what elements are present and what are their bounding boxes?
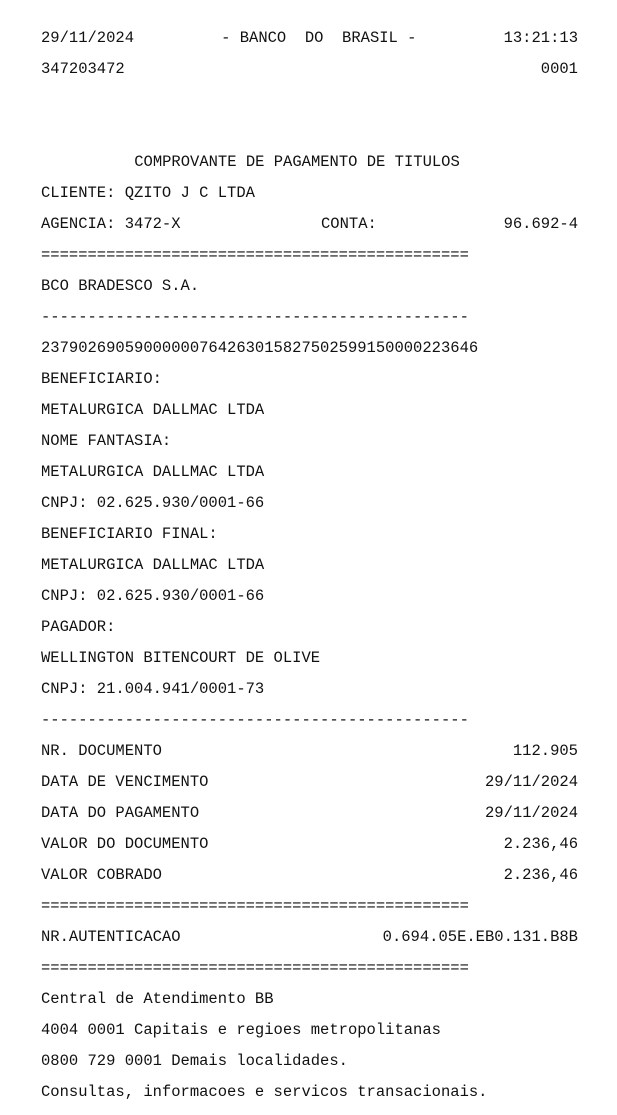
receipt-header bbox=[41, 23, 578, 54]
account-label: CONTA: bbox=[321, 215, 377, 233]
payment-receipt bbox=[41, 23, 578, 1108]
detail-line: WELLINGTON BITENCOURT DE OLIVE bbox=[41, 649, 321, 667]
value-row bbox=[41, 767, 578, 798]
header-bank-name: - BANCO DO BRASIL - bbox=[221, 29, 417, 47]
payee-bank: BCO BRADESCO S.A. bbox=[41, 277, 200, 295]
authentication-code: 0.694.05E.EB0.131.B8B bbox=[382, 928, 578, 946]
terminal-row bbox=[41, 54, 578, 85]
header-date: 29/11/2024 bbox=[41, 29, 135, 47]
single-separator: ---------------------------------------------- bbox=[41, 308, 469, 326]
detail-line: CNPJ: 02.625.930/0001-66 bbox=[41, 494, 265, 512]
value-label: VALOR DO DOCUMENTO bbox=[41, 835, 209, 853]
footer-line: Consultas, informacoes e servicos transacionais. bbox=[41, 1083, 488, 1101]
barcode-number: 23790269059000000764263015827502599150000223646 bbox=[41, 339, 479, 357]
value-row bbox=[41, 798, 578, 829]
value-amount: 29/11/2024 bbox=[484, 773, 578, 791]
value-label: VALOR COBRADO bbox=[41, 866, 162, 884]
detail-line: BENEFICIARIO FINAL: bbox=[41, 525, 218, 543]
receipt-title: COMPROVANTE DE PAGAMENTO DE TITULOS bbox=[134, 153, 460, 171]
detail-line: PAGADOR: bbox=[41, 618, 116, 636]
detail-line: METALURGICA DALLMAC LTDA bbox=[41, 463, 265, 481]
spacer bbox=[41, 85, 578, 116]
value-amount: 2.236,46 bbox=[503, 835, 578, 853]
double-separator: ============================================== bbox=[41, 246, 469, 264]
value-row bbox=[41, 860, 578, 891]
value-label: NR. DOCUMENTO bbox=[41, 742, 162, 760]
value-label: DATA DO PAGAMENTO bbox=[41, 804, 200, 822]
detail-line: NOME FANTASIA: bbox=[41, 432, 172, 450]
footer-line: 0800 729 0001 Demais localidades. bbox=[41, 1052, 348, 1070]
single-separator: ---------------------------------------------- bbox=[41, 711, 469, 729]
terminal-number: 347203472 bbox=[41, 60, 125, 78]
double-separator: ============================================== bbox=[41, 897, 469, 915]
sequence-number: 0001 bbox=[540, 60, 578, 78]
footer-line: Central de Atendimento BB bbox=[41, 990, 274, 1008]
authentication-label: NR.AUTENTICACAO bbox=[41, 928, 181, 946]
detail-line: METALURGICA DALLMAC LTDA bbox=[41, 401, 265, 419]
value-row bbox=[41, 736, 578, 767]
agency-label: AGENCIA: 3472-X bbox=[41, 215, 181, 233]
double-separator: ============================================== bbox=[41, 959, 469, 977]
value-amount: 2.236,46 bbox=[503, 866, 578, 884]
detail-line: BENEFICIARIO: bbox=[41, 370, 162, 388]
value-amount: 112.905 bbox=[512, 742, 578, 760]
authentication-row bbox=[41, 922, 578, 953]
footer-line: 4004 0001 Capitais e regioes metropolitanas bbox=[41, 1021, 441, 1039]
value-amount: 29/11/2024 bbox=[484, 804, 578, 822]
account-row bbox=[41, 209, 578, 240]
detail-line: CNPJ: 02.625.930/0001-66 bbox=[41, 587, 265, 605]
header-time: 13:21:13 bbox=[503, 29, 578, 47]
detail-line: CNPJ: 21.004.941/0001-73 bbox=[41, 680, 265, 698]
detail-line: METALURGICA DALLMAC LTDA bbox=[41, 556, 265, 574]
client-line: CLIENTE: QZITO J C LTDA bbox=[41, 184, 255, 202]
value-row bbox=[41, 829, 578, 860]
account-value: 96.692-4 bbox=[503, 215, 578, 233]
value-label: DATA DE VENCIMENTO bbox=[41, 773, 209, 791]
